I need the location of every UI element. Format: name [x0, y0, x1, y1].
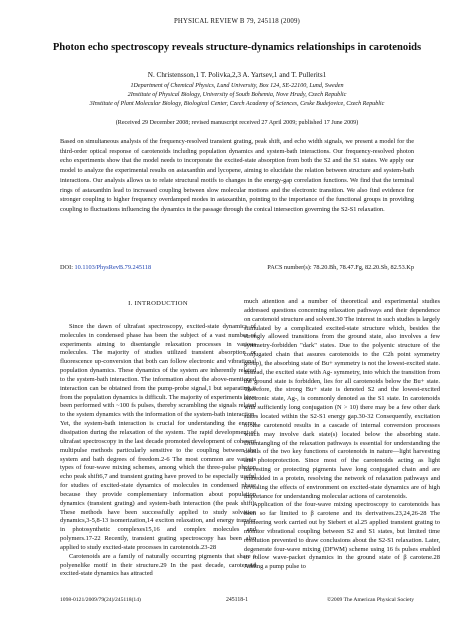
paper-title: Photon echo spectroscopy reveals structure-dynamics relationships in carotenoids	[52, 42, 422, 53]
author-list: N. Christensson,1 T. Polivka,2,3 A. Yartsev,1 and T. Pullerits1	[147, 71, 327, 79]
paragraph: Application of the four-wave mixing spectroscopy to carotenoids has been so far limited to β carotene and its derivatives.23,24,26-28 The pioneering work carried out by Siebert et al.25 applied transient grating to monitor vibrational coupling between S2 and S1 states, but limited time resolution prevented to draw conclusions about the S2-S1 relaxation. Later, degenerate four-wave mixing (DFWM) scheme using 16 fs pulses enabled to follow wave-packet dynamics in the ground state of β carotene.28 Adding a pump pulse to	[244, 501, 440, 571]
right-column	[244, 298, 440, 572]
footer-page-number: 245118-1	[225, 597, 248, 603]
paragraph: Since the dawn of ultrafast spectroscopy, excited-state dynamics of molecules in condensed phase has been the subject of a vast number of experiments aiming to disentangle relaxation processes in various molecules. The majority of studies utilized transient absorption or fluorescence up-conversion that both can follow electronic and vibrational population dynamics. These dynamics of the system are inherently related to the system-bath interaction. The information about the above-mentioned interaction can be obtained from the pump-probe signal,1 but separating it from the population dynamics is difficult. The majority of experiments have been performed with ~100 fs pulses, thereby scrambling the signals related to the system dynamics with the information of the system-bath interaction. Yet, the system-bath interaction is crucial for understanding the energy dissipation during the relaxation of the system. The rapid development of ultrafast spectroscopy in the last decade promoted development of coherent multipulse methods particularly sensitive to the coupling between the system and bath degrees of freedom.2-6 The most common are various types of four-wave mixing schemes, among which the three-pulse photon echo peak shift6,7 and transient grating have proved to be especially useful for studies of excited-state dynamics of molecules in condensed phase because they provide complementary information about population dynamics (transient grating) and system-bath interaction (the peak shift). These methods have been successfully applied to study solvation dynamics,3-5,8-13 isomerization,14 exciton relaxation, and energy transfer in photosynthetic complexes15,16 and complex molecules and polymers.17-22 Recently, transient grating spectroscopy has been also applied to study excited-state processes in carotenoids.23-28	[60, 322, 256, 551]
paragraph: much attention and a number of theoretical and experimental studies addressed questions concerning relaxation pathways and their dependence on carotenoid structure and solvent.30 The interest in such studies is largely stimulated by a complicated excited-state structure which, besides the strongly allowed transitions from the ground state, also involves a few symmetry-forbidden "dark" states. Due to the polyenic structure of the conjugated chain that assures carotenoids to the C2h point symmetry group), the absorbing state of Bu+ symmetry is not the lowest-excited state. Instead, the excited state with Ag- symmetry, into which the transition from the ground state is forbidden, lies for all carotenoids below the Bu+ state. Therefore, the strong Bu+ state is denoted S2 and the lowest-excited electronic state, Ag-, is commonly denoted as the S1 state. In carotenoids with sufficiently long conjugation (N > 10) there may be a few other dark states located within the S2-S1 energy gap.30-32 Consequently, excitation of the carotenoid results in a cascade of internal conversion processes which may involve dark state(s) located below the absorbing state. Disentangling of the relaxation pathways is essential for understanding the details of the two key functions of carotenoids in nature—light harvesting and photoprotection. Since most of the carotenoids acting as light harvesting or protecting pigments have long conjugated chain and are embedded in a protein, resolving the network of relaxation pathways and revealing the effects of environment on excited-state dynamics are of high importance for understanding molecular actions of carotenoids.	[244, 298, 440, 500]
affiliation-2: 2Institute of Physical Biology, University of South Bohemia, Nove Hrady, Czech Republic	[127, 92, 347, 98]
abstract: Based on simultaneous analysis of the frequency-resolved transient grating, peak shift, and echo width signals, we present a model for the third-order optical response of carotenoids including population dynamics and system-bath interactions. Our frequency-resolved photon echo experiments show that the model needs to incorporate the excited-state absorption from both the S2 and the S1 states. We apply our model to analyze the experimental results on astaxanthin and lycopene, aiming to elucidate the relation between structure and system-bath interactions. Our analysis allows us to relate structural motifs to changes in the energy-gap correlation functions. We find that the terminal rings of astaxanthin lead to increased coupling between slow molecular motions and the electronic transition. We also find evidence for stronger coupling to higher frequency overdamped modes in astaxanthin, pointing to the importance of the functional groups in providing coupling to fluctuations influencing the dynamics in the passage through the conical intersection governing the S2-S1 relaxation.	[60, 138, 414, 213]
received-dates: (Received 29 December 2008; revised manuscript received 27 April 2009; published 17 June 2009)	[115, 120, 359, 126]
left-column	[60, 300, 256, 579]
doi-label: DOI:	[60, 264, 73, 271]
pacs-numbers: PACS number(s): 78.20.Bh, 78.47.Fg, 82.20.Sb, 82.53.Kp	[267, 264, 414, 271]
paragraph: Carotenoids are a family of naturally occurring pigments that share a polyenelike motif in their structure.29 In the past decade, carotenoid excited-state dynamics has attracted	[60, 552, 256, 578]
affiliation-1: 1Department of Chemical Physics, Lund University, Box 124, SE-22100, Lund, Sweden	[130, 83, 344, 89]
affiliation-3: 3Institute of Plant Molecular Biology, Biological Center, Czech Academy of Sciences, Ceske Budejovice, Czech Republic	[89, 101, 385, 107]
doi-link[interactable]: 10.1103/PhysRevB.79.245118	[74, 264, 152, 271]
section-heading: I. INTRODUCTION	[128, 300, 188, 307]
footer-issn: 1098-0121/2009/79(24)/245118(14)	[60, 597, 141, 603]
footer-copyright: ©2009 The American Physical Society	[326, 597, 414, 603]
journal-header: PHYSICAL REVIEW B 79, 245118 (2009)	[173, 18, 301, 25]
